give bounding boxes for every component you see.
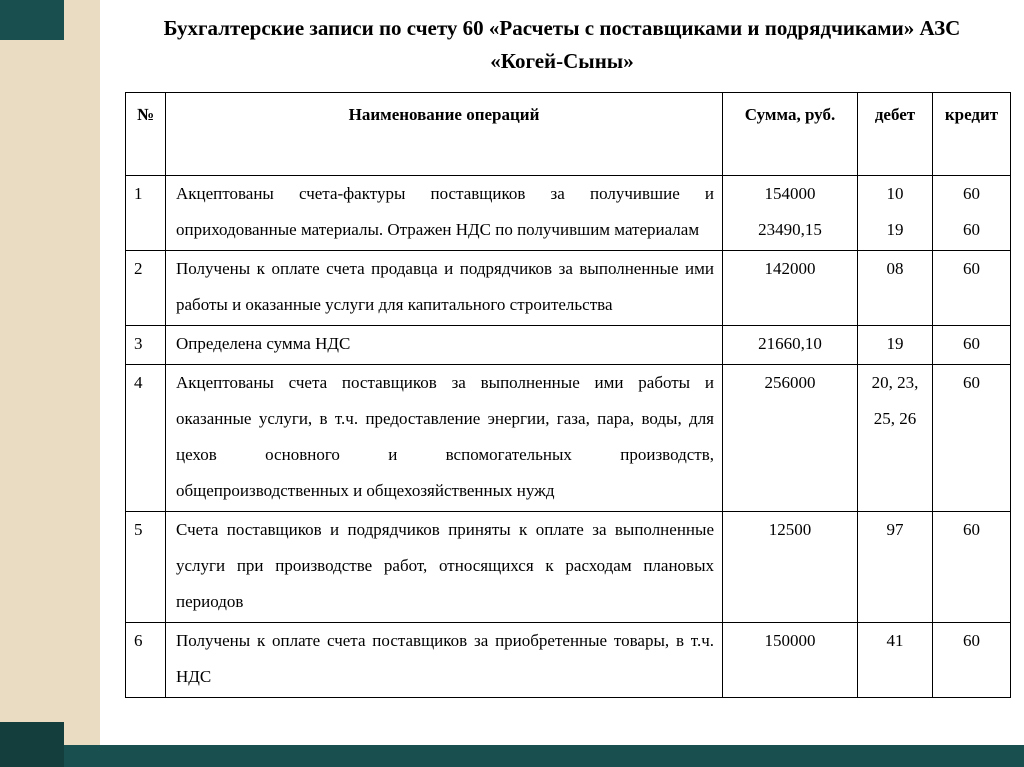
row-number: 2 — [126, 251, 166, 326]
sum-cell: 21660,10 — [723, 326, 858, 365]
debit-cell: 08 — [858, 251, 933, 326]
operation-text: Акцептованы счета поставщиков за выполненные ими работы и оказанные услуги, в т.ч. предоставление энергии, газа, пара, воды, для цехов основного и вспомогательных производств, общепроизводственных и общехозяйственных нужд — [166, 365, 723, 512]
header-num: № — [126, 93, 166, 176]
header-credit: кредит — [933, 93, 1011, 176]
table-header-row — [126, 93, 1011, 176]
header-operation: Наименование операций — [166, 93, 723, 176]
credit-cell — [933, 176, 1011, 251]
table-row — [126, 623, 1011, 698]
debit-cell: 97 — [858, 512, 933, 623]
debit-cell — [858, 176, 933, 251]
row-number: 1 — [126, 176, 166, 251]
slide-title: Бухгалтерские записи по счету 60 «Расчеты с поставщиками и подрядчиками» АЗС «Когей-Сыны» — [163, 16, 961, 73]
credit-cell: 60 — [933, 512, 1011, 623]
sidebar-strip — [0, 0, 100, 767]
header-debit: дебет — [858, 93, 933, 176]
operation-text: Счета поставщиков и подрядчиков приняты к оплате за выполненные услуги при производстве работ, относящихся к расходам плановых периодов — [166, 512, 723, 623]
sum-cell: 256000 — [723, 365, 858, 512]
slide-content — [100, 0, 1024, 698]
debit-cell: 41 — [858, 623, 933, 698]
accounting-table — [125, 92, 1011, 698]
table-row — [126, 512, 1011, 623]
credit-value: 60 — [963, 220, 980, 240]
row-number: 4 — [126, 365, 166, 512]
bottom-left-accent — [0, 722, 64, 767]
credit-value: 60 — [963, 184, 980, 204]
row-number: 6 — [126, 623, 166, 698]
bottom-bar — [0, 745, 1024, 767]
header-sum: Сумма, руб. — [723, 93, 858, 176]
debit-cell: 19 — [858, 326, 933, 365]
table-row — [126, 326, 1011, 365]
operation-text: Акцептованы счета-фактуры поставщиков за получившие и оприходованные материалы. Отражен НДС по получившим материалам — [166, 176, 723, 251]
sum-cell: 142000 — [723, 251, 858, 326]
sum-value: 154000 — [764, 184, 816, 204]
sum-cell: 12500 — [723, 512, 858, 623]
operation-text: Получены к оплате счета поставщиков за приобретенные товары, в т.ч. НДС — [166, 623, 723, 698]
credit-cell: 60 — [933, 326, 1011, 365]
table-row — [126, 251, 1011, 326]
credit-cell: 60 — [933, 251, 1011, 326]
operation-text: Определена сумма НДС — [166, 326, 723, 365]
debit-cell: 20, 23, 25, 26 — [858, 365, 933, 512]
sum-cell: 150000 — [723, 623, 858, 698]
credit-cell: 60 — [933, 365, 1011, 512]
row-number: 3 — [126, 326, 166, 365]
debit-value: 10 — [886, 184, 904, 204]
table-row — [126, 365, 1011, 512]
top-left-accent — [0, 0, 64, 40]
debit-value: 19 — [886, 220, 904, 240]
credit-cell: 60 — [933, 623, 1011, 698]
table-row — [126, 176, 1011, 251]
operation-text: Получены к оплате счета продавца и подрядчиков за выполненные ими работы и оказанные услуги для капитального строительства — [166, 251, 723, 326]
sum-value: 23490,15 — [758, 220, 822, 240]
sum-cell — [723, 176, 858, 251]
row-number: 5 — [126, 512, 166, 623]
